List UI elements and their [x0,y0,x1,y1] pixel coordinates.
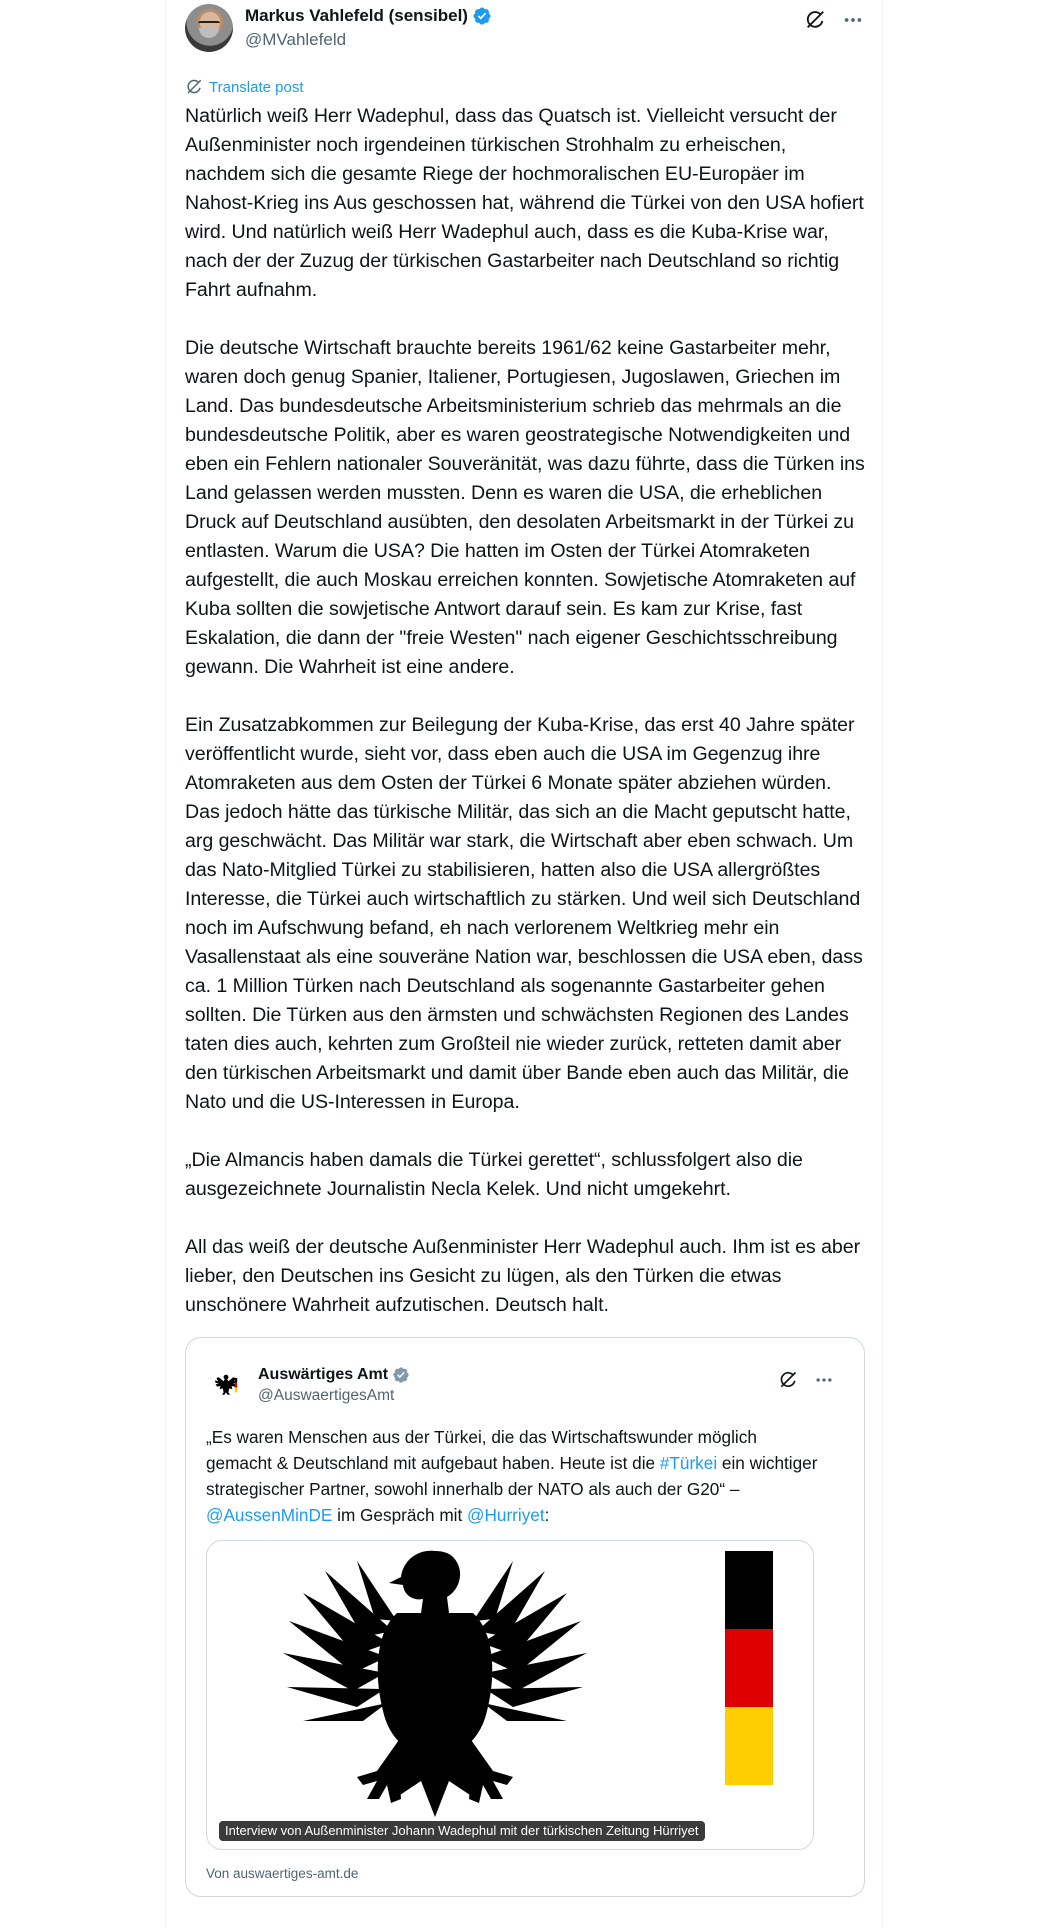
author-handle[interactable]: @MVahlefeld [245,30,347,49]
grok-icon[interactable] [803,8,827,32]
hashtag-link[interactable]: #Türkei [659,1453,718,1473]
post-header [185,0,865,58]
flag-stripe-gold [725,1707,773,1785]
card-image [207,1541,814,1850]
post-text [185,102,871,1320]
header-actions [803,8,865,32]
author-name[interactable]: Markus Vahlefeld (sensibel) [245,6,468,25]
avatar-glasses [198,21,220,26]
quoted-text-part-3: im Gespräch mit [332,1505,468,1525]
quoted-text-part-2: ein wichtiger strategischer Partner, sowohl innerhalb der NATO als auch der G20“ – [206,1453,818,1499]
more-icon[interactable] [841,8,865,32]
quoted-text [206,1424,826,1528]
avatar-beard [199,28,219,38]
post-paragraph-5: All das weiß der deutsche Außenminister Herr Wadephul auch. Ihm ist es aber lieber, den Deutschen ins Gesicht zu lügen, als den Türken die etwas unschönere Wahrheit aufzutischen. Deutsch halt. [185,1236,866,1316]
verified-badge-icon[interactable] [472,6,492,26]
federal-eagle-icon [283,1551,587,1817]
quoted-more-icon[interactable] [812,1368,836,1392]
quoted-post-header [206,1362,844,1406]
quoted-text-part-4: : [544,1505,550,1525]
quoted-grok-icon[interactable] [776,1368,800,1392]
translate-label: Translate post [209,78,304,96]
quoted-post[interactable] [185,1337,865,1897]
translate-icon [185,78,203,96]
quoted-author-name[interactable]: Auswärtiges Amt [258,1366,389,1383]
post-paragraph-2: Die deutsche Wirtschaft brauchte bereits 1961/62 keine Gastarbeiter mehr, waren doch genug Spanier, Italiener, Portugiesen, Jugoslawen, Griechen im Land. Das bundesdeutsche Arbeitsministerium schrieb das mehrmals an die bundesdeutsche Politik, aber es waren geostrategische Notwendigkeiten und eben ein Fehlern nationaler Souveränität, was dazu führte, dass die Türken ins Land gelassen werden mussten. Denn es waren die USA, die erheblichen Druck auf Deutschland ausübten, den desolaten Arbeitsmarkt in der Türkei zu entlasten. Warum die USA? Die hatten im Osten der Türkei Atomraketen aufgestellt, die auch Moskau erreichen konnten. Sowjetische Atomraketen auf Kuba sollten die sowjetische Antwort darauf sein. Es kam zur Krise, fast Eskalation, die dann der "freie Westen" nach eigener Geschichtsschreibung gewann. Die Wahrheit ist eine andere. [185,337,871,678]
mention-link-hurriyet[interactable]: @Hurriyet [467,1505,545,1525]
quoted-text-part-1: „Es waren Menschen aus der Türkei, die das Wirtschaftswunder möglich gemacht & Deutschland mit aufgebaut haben. Heute ist die [206,1427,757,1473]
avatar[interactable] [185,4,233,52]
quoted-author-block [258,1366,410,1405]
author-block [245,6,492,50]
mention-link-aussenmin[interactable]: @AussenMinDE [206,1505,333,1525]
quoted-author-name-row [258,1366,410,1384]
author-name-row [245,6,492,26]
link-card[interactable] [206,1540,814,1850]
post-paragraph-4: „Die Almancis haben damals die Türkei gerettet“, schlussfolgert also die ausgezeichnete Journalistin Necla Kelek. Und nicht umgekehrt. [185,1149,809,1200]
post[interactable] [185,0,871,1897]
german-flag [725,1551,773,1785]
card-caption: Interview von Außenminister Johann Wadephul mit der türkischen Zeitung Hürriyet [219,1821,705,1841]
timeline-column [165,0,883,1928]
gov-verified-badge-icon [392,1366,410,1384]
quoted-actions [776,1368,836,1392]
post-paragraph-1: Natürlich weiß Herr Wadephul, dass das Quatsch ist. Vielleicht versucht der Außenminister noch irgendeinen türkischen Strohhalm zu erheischen, nachdem sich die gesamte Riege der hochmoralischen EU-Europäer im Nahost-Krieg ins Aus geschossen hat, während die Türkei von den USA hofiert wird. Und natürlich weiß Herr Wadephul auch, dass es die Kuba-Krise war, nach der der Zuzug der türkischen Gastarbeiter nach Deutschland so richtig Fahrt aufnahm. [185,105,870,301]
card-source[interactable]: Von auswaertiges-amt.de [206,1866,359,1881]
quoted-author-handle[interactable]: @AuswaertigesAmt [258,1387,395,1404]
flag-stripe-red [725,1629,773,1707]
translate-post-link[interactable] [185,76,865,98]
flag-stripe-black [725,1551,773,1629]
post-paragraph-3: Ein Zusatzabkommen zur Beilegung der Kuba-Krise, das erst 40 Jahre später veröffentlicht wurde, sieht vor, dass eben auch die USA im Gegenzug ihre Atomraketen aus dem Osten der Türkei 6 Monate später abziehen würden. Das jedoch hätte das türkische Militär, das sich an die Macht geputscht hatte, arg geschwächt. Das Militär war stark, die Wirtschaft aber eben schwach. Um das Nato-Mitglied Türkei zu stabilisieren, hatten also die USA allergrößtes Interesse, die Türkei auch wirtschaftlich zu stärken. Und weil sich Deutschland noch im Aufschwung befand, eh nach verlorenem Weltkrieg mehr ein Vasallenstaat als eine souveräne Nation war, beschlossen die USA eben, dass ca. 1 Million Türken nach Deutschland als sogenannte Gastarbeiter gehen sollten. Die Türken aus den ärmsten und schwächsten Regionen des Landes taten dies auch, kehrten zum Großteil nie wieder zurück, retteten damit aber den türkischen Arbeitsmarkt und damit über Bande eben auch das Militär, die Nato und die US-Interessen in Europa. [185,714,869,1113]
quoted-avatar-eagle-icon[interactable] [206,1366,246,1406]
